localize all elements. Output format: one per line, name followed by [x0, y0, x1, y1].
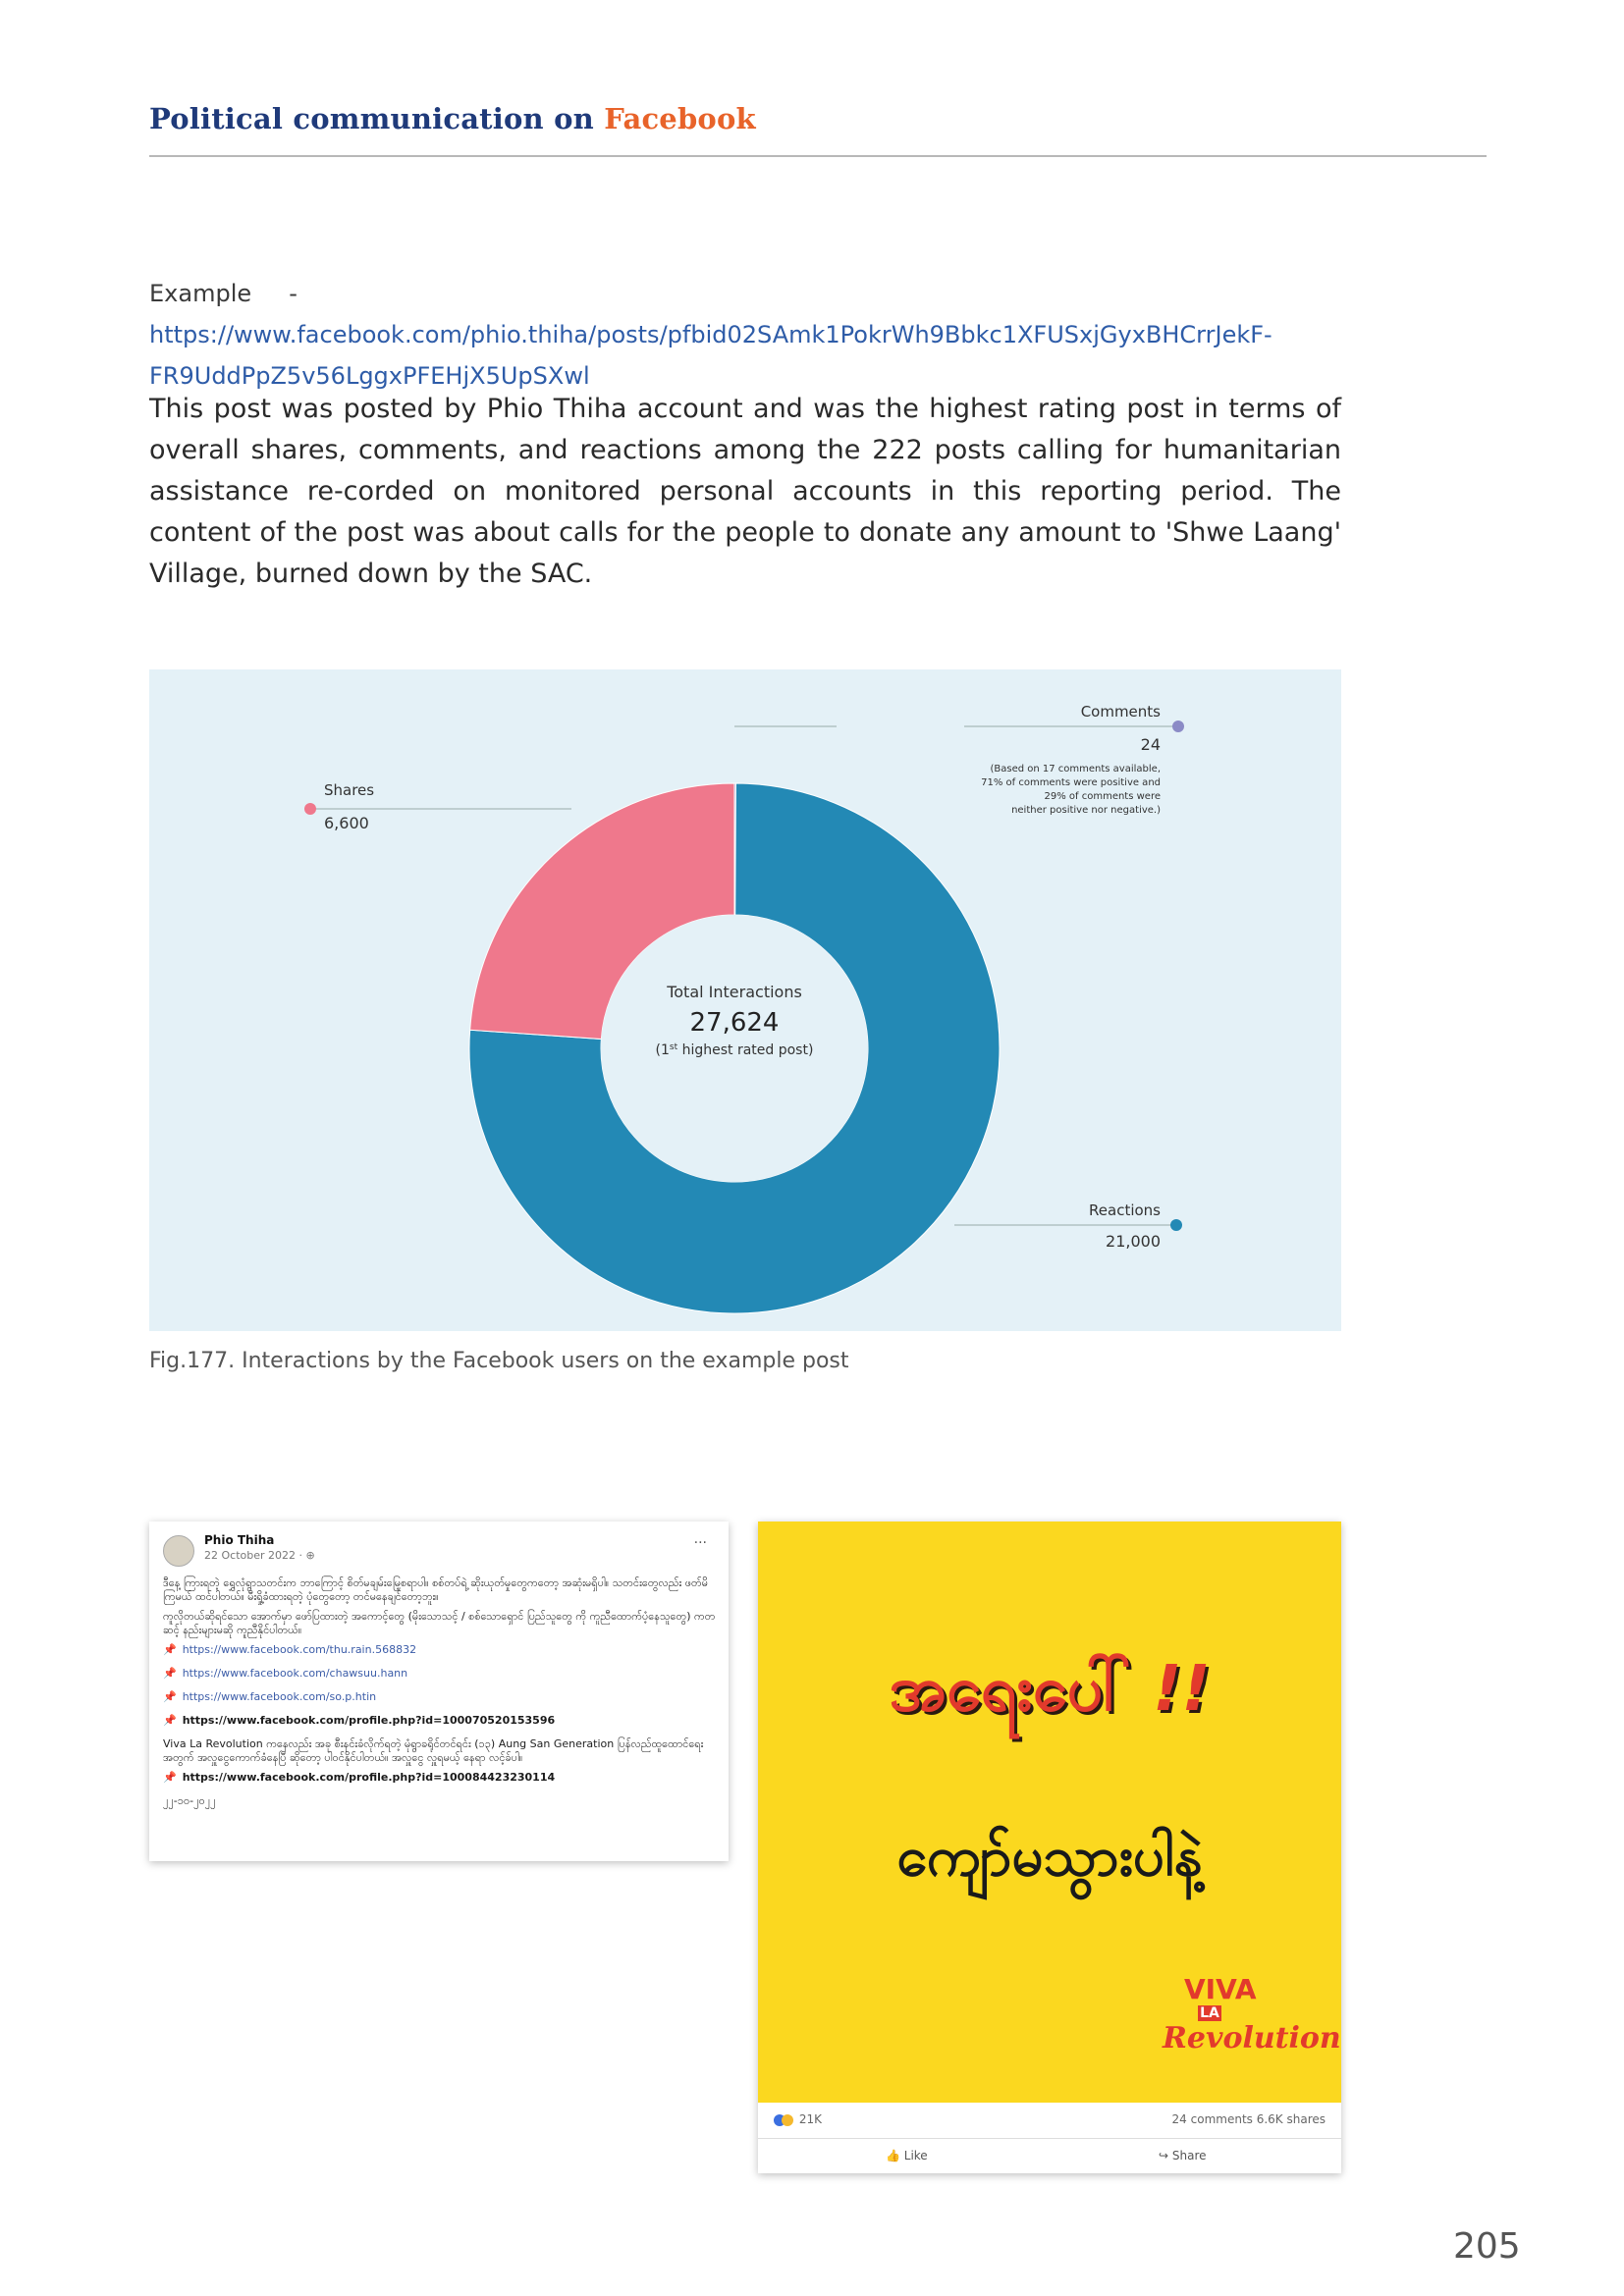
comments-value: 24 [1140, 735, 1161, 754]
header-title-part1: Political communication on [149, 102, 605, 135]
center-label: Total Interactions [667, 983, 802, 1001]
poster-subheadline: ကျော်မသွားပါနဲ့ [896, 1825, 1203, 1889]
exclamation-icon: !! [1153, 1653, 1211, 1726]
donut-chart-svg [149, 669, 1341, 1331]
example-label: Example [149, 280, 252, 307]
post-body [163, 1576, 719, 1808]
example-dash: - [289, 280, 298, 307]
example-url-line2[interactable]: FR9UddPpZ5v56LggxPFEHjX5UpSXwl [149, 362, 590, 390]
post-link-3[interactable]: 📌 https://www.facebook.com/so.p.htin [163, 1690, 377, 1703]
pin-icon: 📌 [163, 1690, 177, 1703]
poster-image [758, 1522, 1341, 2103]
sad-reaction-icon [782, 2114, 793, 2126]
post-paragraph-1: ဒီနေ့ ကြားရတဲ့ ရွှေလုံရွာသတင်းက ဘာကြောင့် စိတ်မချမ်းမြေ့စရာပါ။ စစ်တပ်ရဲ့ ဆိုးယုတ်မှုတွေကတော့ အဆုံးမရှိပါ။ သတင်းတွေလည်း ဖတ်မိကြမယ် ထင်ပါတယ်။ မီးရှို့ခံထားရတဲ့ ပုံတွေတော့ တင်မနေချင်တော့ဘူး။ [163, 1576, 709, 1603]
viva-la-revolution-logo: VIVA LA Revolution [1163, 1973, 1341, 2056]
reactions-value: 21,000 [1106, 1232, 1161, 1251]
post-link-4[interactable]: 📌 https://www.facebook.com/profile.php?id=100070520153596 [163, 1714, 556, 1727]
share-button[interactable]: ↪ Share [1159, 2149, 1207, 2163]
avatar[interactable] [163, 1535, 194, 1567]
reactions-label: Reactions [1089, 1201, 1161, 1219]
post-date[interactable]: 22 October 2022 · ⊕ [204, 1549, 315, 1562]
comments-shares-count[interactable]: 24 comments 6.6K shares [1171, 2112, 1326, 2126]
pin-icon: 📌 [163, 1771, 177, 1784]
comments-note-4: neither positive nor negative.) [1011, 805, 1161, 816]
post-stats-bar [758, 2103, 1341, 2138]
example-url-line1[interactable]: https://www.facebook.com/phio.thiha/posts/pfbid02SAmk1PokrWh9Bbkc1XFUSxjGyxBHCrrJekF- [149, 321, 1272, 348]
comments-marker [1172, 721, 1184, 732]
header-title-part2: Facebook [604, 102, 756, 135]
body-paragraph: This post was posted by Phio Thiha account and was the highest rating post in terms of overall shares, comments, and reactions among the 222 posts calling for humanitarian assistance re-corded on monitored personal accounts in this reporting period. The content of the post was about calls for the people to donate any amount to 'Shwe Laang' Village, burned down by the SAC. [149, 394, 1341, 589]
reaction-count[interactable]: 21K [774, 2112, 822, 2126]
comments-note-1: (Based on 17 comments available, [990, 764, 1161, 774]
shares-marker [304, 803, 316, 815]
post-link-5[interactable]: 📌 https://www.facebook.com/profile.php?id=100084423230114 [163, 1771, 556, 1784]
pin-icon: 📌 [163, 1643, 177, 1656]
post-link-1[interactable]: 📌 https://www.facebook.com/thu.rain.568832 [163, 1643, 417, 1656]
center-note: (1st highest rated post) [655, 1042, 814, 1058]
poster-screenshot [758, 1522, 1341, 2173]
post-footer-date: ၂၂-၁၀-၂၀၂၂ [163, 1794, 216, 1807]
reactions-marker [1170, 1219, 1182, 1231]
shares-value: 6,600 [324, 814, 369, 832]
post-author-name[interactable]: Phio Thiha [204, 1533, 275, 1547]
example-reference [149, 273, 1337, 397]
interactions-donut-chart [149, 669, 1341, 1331]
post-link-2[interactable]: 📌 https://www.facebook.com/chawsuu.hann [163, 1667, 408, 1680]
pin-icon: 📌 [163, 1714, 177, 1727]
header-divider [149, 155, 1487, 157]
figure-caption: Fig.177. Interactions by the Facebook users on the example post [149, 1349, 849, 1373]
poster-headline: အရေးပေါ် !! [889, 1653, 1211, 1726]
post-action-bar [758, 2138, 1341, 2174]
post-paragraph-3: Viva La Revolution ကနေလည်း အခု စီးနင်းခံလိုက်ရတဲ့ မုံရွာခရိုင်တင်ရင်း (၁၃) Aung San Generation ပြန်လည်ထူထောင်ရေးအတွက် အလှူငွေကောက်ခံနေပြီ ဆိုတော့ ပါဝင်နိုင်ပါတယ်။ အလှူငွေ လှူရမယ့် နေရာ လင့်ခ်ပါ။ [163, 1737, 704, 1764]
comments-note-3: 29% of comments were [1044, 791, 1161, 802]
facebook-post-screenshot [149, 1522, 729, 1861]
running-header [149, 102, 756, 135]
pin-icon: 📌 [163, 1667, 177, 1680]
center-value: 27,624 [689, 1008, 780, 1038]
page-number: 205 [1453, 2226, 1521, 2267]
shares-label: Shares [324, 781, 375, 799]
comments-note-2: 71% of comments were positive and [981, 777, 1161, 788]
comments-label: Comments [1080, 703, 1161, 721]
like-button[interactable]: 👍 Like [886, 2149, 928, 2163]
post-paragraph-2: ကူလိုတယ်ဆိုရင်သော အောက်မှာ ဖော်ပြထားတဲ့ အကောင့်တွေ (မိုးသောသင့် / စစ်သောရှောင် ပြည်သူတွေ ကို ကူညီထောက်ပံ့နေသူတွေ) ကတဆင့် နည်းများမဆို ကူညီနိုင်ပါတယ်။ [163, 1610, 716, 1636]
more-options-icon[interactable]: ··· [693, 1535, 707, 1551]
